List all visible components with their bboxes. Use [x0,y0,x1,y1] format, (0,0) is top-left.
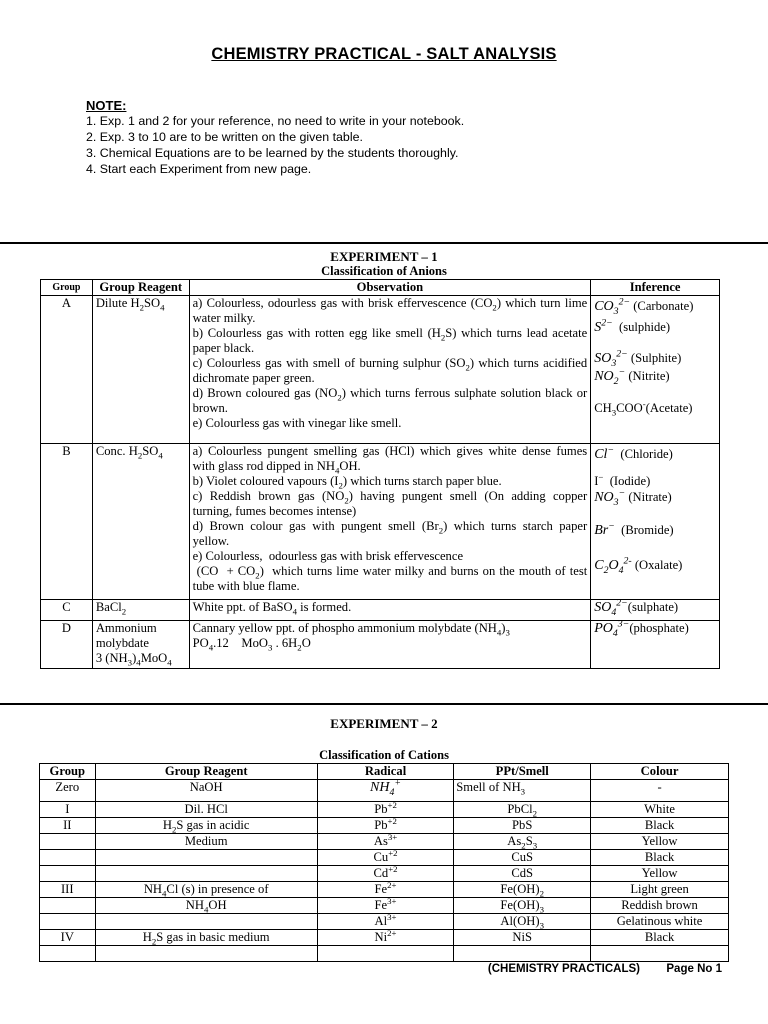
reagent-cell: Ammonium molybdate 3 $(NH_3)_4MoO_4$ [92,621,189,669]
column-header-group-reagent: Group Reagent [95,764,317,780]
group-cell: B [41,444,93,600]
column-header-radical: Radical [317,764,454,780]
column-header-observation: Observation [189,280,591,296]
column-header-ppt-smell: PPt/Smell [454,764,591,780]
experiment-1-heading: EXPERIMENT – 1 [330,249,438,264]
note-heading: NOTE: [86,98,127,113]
footer-title: (CHEMISTRY PRACTICALS) [487,963,640,975]
group-cell: D [41,621,93,669]
column-header-group-reagent: Group Reagent [92,280,189,296]
inference-cell: $CO_3^{2-}$ (Carbonate) $S^{2-}$ (sulphide) $SO_3^{2-}$ (Sulphite) $NO_2^-$ (Nitrite) $CH_3COO^-(Acetate)$ [591,296,720,444]
column-header-group: Group [41,280,93,296]
table-row [41,296,720,444]
page-number: Page No 1 [666,963,722,975]
experiment-2-heading: EXPERIMENT – 2 [330,716,438,731]
observation-cell: a) Colourless, odourless gas with brisk effervescence $(CO_2)$ which turn lime water milky. b) Colourless gas with rotten egg like smell $(H_2S)$ which turns lead acetate paper black. c) Colourless gas with smell of burning sulphur $(SO_2)$ which turns acidified dichromate paper green. d) Brown coloured gas $(NO_2)$ which turns ferrous sulphate solution black or brown. e) Colourless gas with vinegar like smell. [189,296,591,444]
divider-1 [0,242,768,244]
column-header-colour: Colour [591,764,729,780]
note-line-2: 2. Exp. 3 to 10 are to be written on the given table. [86,130,363,144]
table-row: IV $H_2S$ gas in basic medium $Ni^{2+}$ NiS Black [40,930,729,946]
table-row: $Cu^{+2}$ CuS Black [40,850,729,866]
table-row: $Al^{3+}$ $Al(OH)_3$ Gelatinous white [40,914,729,930]
observation-cell: a) Colourless pungent smelling gas (HCl) which gives white dense fumes with glass rod dipped in $NH_4OH$. b) Violet coloured vapours $(I_2)$ which turns starch paper blue. c) Reddish brown gas $(NO_2)$ having pungent smell (On adding copper turning, fumes becomes intense) d) Brown colour gas with pungent smell $(Br_2)$ which turns starch paper yellow. e) Colourless, odourless gas with brisk effervescence $(CO + CO_2)$ which turns lime water milky and burns on the mouth of test tube with blue flame. [189,444,591,600]
note-line-4: 4. Start each Experiment from new page. [86,162,312,176]
note-line-3: 3. Chemical Equations are to be learned by the students thoroughly. [86,146,459,160]
note-line-1: 1. Exp. 1 and 2 for your reference, no need to write in your notebook. [86,114,465,128]
table-row [41,444,720,600]
reagent-cell: Dilute $H_2SO_4$ [92,296,189,444]
page-title: CHEMISTRY PRACTICAL - SALT ANALYSIS [211,45,557,63]
table-row [41,600,720,621]
table-header-row [40,764,729,780]
column-header-inference: Inference [591,280,720,296]
observation-cell: White ppt. of BaSO$_4$ is formed. [189,600,591,621]
table-row [40,946,729,962]
cation-classification-table [39,763,729,962]
reagent-cell: Conc. $H_2SO_4$ [92,444,189,600]
table-row [41,621,720,669]
table-row: Zero NaOH $NH_4^+$ Smell of $NH_3$ - [40,780,729,802]
column-header-group: Group [40,764,96,780]
divider-2 [0,703,768,705]
experiment-2-subheading: Classification of Cations [319,748,449,762]
table-row: $Cd^{+2}$ CdS Yellow [40,866,729,882]
observation-cell: Cannary yellow ppt. of phospho ammonium molybdate $(NH_4)_3$ $PO_4.12$ MoO$_3$ . $6H_2O$ [189,621,591,669]
experiment-1-subheading: Classification of Anions [321,264,447,278]
reagent-cell: BaCl$_2$ [92,600,189,621]
table-header-row [41,280,720,296]
inference-cell: $SO_4^{2-}(sulphate)$ [591,600,720,621]
page-footer [488,963,722,975]
group-cell: C [41,600,93,621]
anion-classification-table [40,279,720,669]
table-row: Medium $As^{3+}$ $As_2S_3$ Yellow [40,834,729,850]
table-row: $NH_4OH$ $Fe^{3+}$ $Fe(OH)_3$ Reddish brown [40,898,729,914]
group-cell: A [41,296,93,444]
inference-cell: Cl− (Chloride) I− (Iodide) $NO_3^-$ (Nitrate) Br− (Bromide) $C_2O_4^{2-}$ (Oxalate) [591,444,720,600]
table-row: II $H_2S$ gas in acidic $Pb^{+2}$ PbS Black [40,818,729,834]
table-row: I Dil. HCl $Pb^{+2}$ PbCl$_2$ White [40,802,729,818]
table-row: III $NH_4Cl$ (s) in presence of $Fe^{2+}$ $Fe(OH)_2$ Light green [40,882,729,898]
inference-cell: $PO_4^{3-}(phosphate)$ [591,621,720,669]
